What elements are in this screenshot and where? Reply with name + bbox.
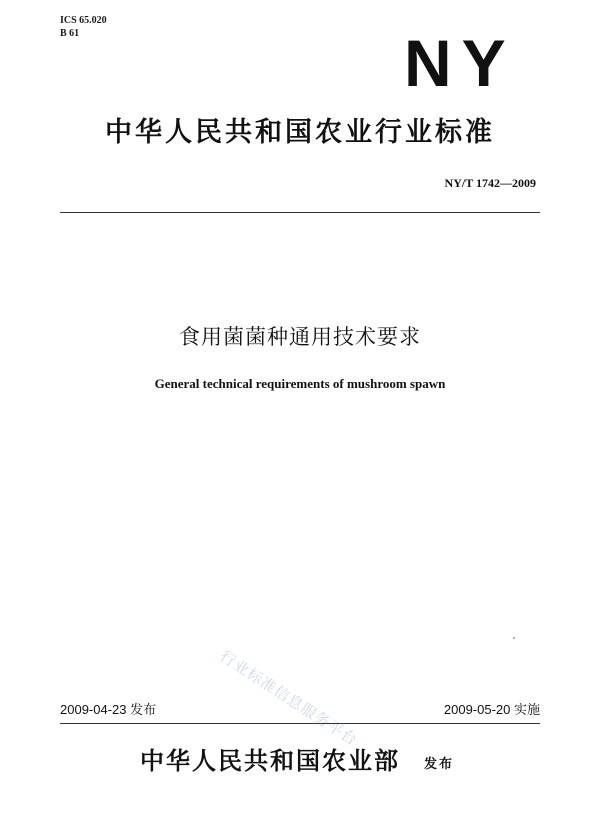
publisher-name: 中华人民共和国农业部	[140, 747, 400, 775]
watermark-text: 行业标准信息服务平台	[216, 647, 361, 750]
publish-label: 发布	[424, 757, 455, 772]
scan-speck	[513, 637, 515, 639]
implementation-date: 2009-05-20 实施	[443, 702, 540, 717]
standard-number: NY/T 1742—2009	[444, 176, 536, 190]
english-title: General technical requirements of mushroom spawn	[154, 376, 446, 391]
classification-codes	[60, 14, 107, 40]
footer-divider	[60, 723, 540, 724]
ny-logo: NY	[404, 26, 516, 100]
standard-type-heading: 中华人民共和国农业行业标准	[105, 117, 495, 148]
header-divider	[60, 212, 540, 213]
chinese-title: 食用菌菌种通用技术要求	[179, 325, 421, 349]
classification-code: B 61	[60, 28, 80, 39]
ics-code: ICS 65.020	[60, 15, 107, 26]
issue-date: 2009-04-23 发布	[60, 702, 157, 717]
